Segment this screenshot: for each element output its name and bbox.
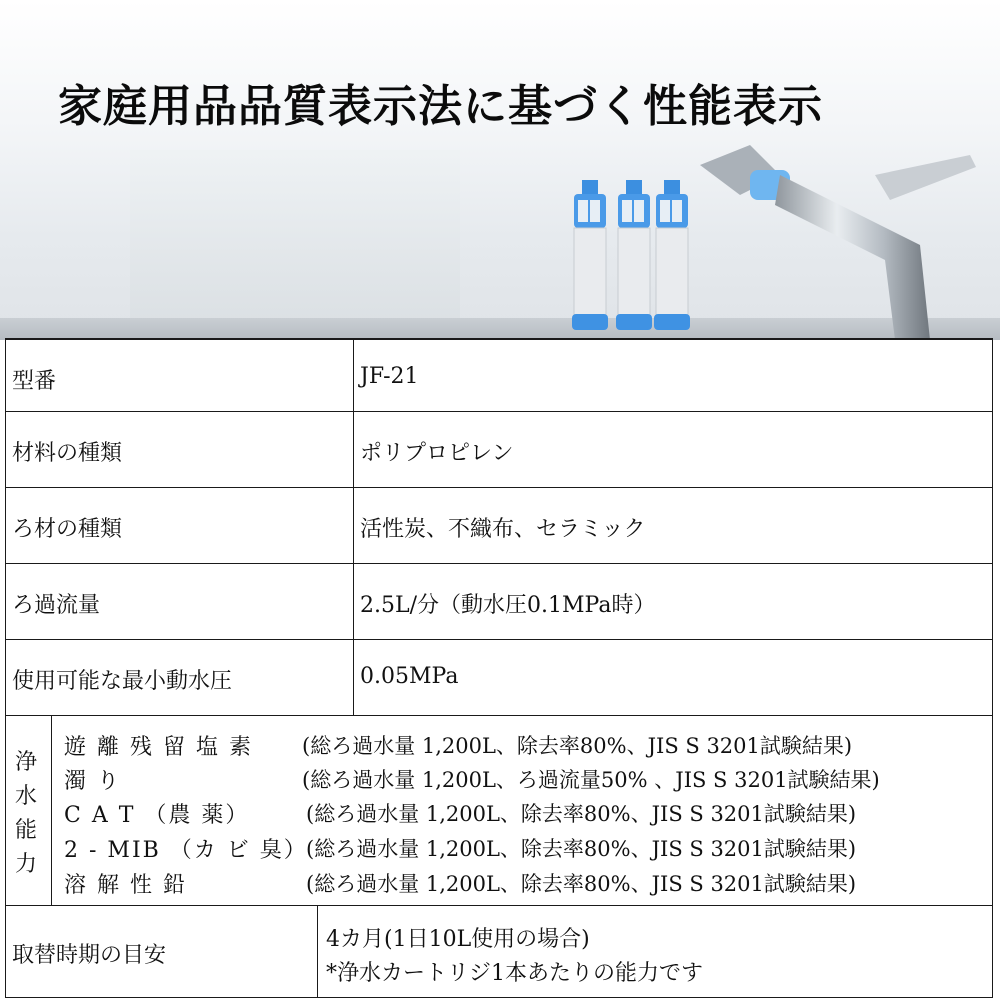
purification-item-condition: (総ろ過水量 1,200L、除去率80%、JIS S 3201試験結果) <box>306 872 857 896</box>
row-value: 活性炭、不織布、セラミック <box>360 517 646 542</box>
cartridge-1 <box>572 180 608 330</box>
row-value: 2.5L/分（動水圧0.1MPa時） <box>360 593 656 618</box>
row-value: ポリプロピレン <box>360 441 514 466</box>
purification-item-condition: (総ろ過水量 1,200L、除去率80%、JIS S 3201試験結果) <box>306 802 857 826</box>
faucet-image <box>680 135 980 340</box>
purification-item-name: 溶 解 性 鉛 <box>64 873 187 898</box>
spec-row-purification <box>5 716 993 906</box>
spec-row-filter-media <box>5 488 993 564</box>
spec-row-material <box>5 412 993 488</box>
spec-row-model <box>5 338 993 412</box>
spec-row-min-pressure <box>5 640 993 716</box>
row-label: 材料の種類 <box>12 441 123 466</box>
replacement-line-1: 4カ月(1日10L使用の場合) <box>326 927 590 952</box>
row-label: ろ過流量 <box>12 593 101 618</box>
purification-item-name: C A T （農 薬） <box>64 803 250 828</box>
row-value: JF-21 <box>360 364 419 389</box>
spec-row-flow-rate <box>5 564 993 640</box>
row-label: ろ材の種類 <box>12 517 123 542</box>
spec-row-replacement <box>5 906 993 998</box>
background-window <box>130 150 460 340</box>
page-title: 家庭用品品質表示法に基づく性能表示 <box>58 81 823 132</box>
replacement-line-2: *浄水カートリジ1本あたりの能力です <box>326 961 703 986</box>
row-label: 取替時期の目安 <box>12 943 167 968</box>
cartridge-2 <box>616 180 652 330</box>
purification-label: 浄 水 能 力 <box>14 750 37 877</box>
purification-item-condition: (総ろ過水量 1,200L、除去率80%、JIS S 3201試験結果) <box>302 734 853 758</box>
row-value: 0.05MPa <box>360 664 459 689</box>
hero-background <box>0 0 1000 340</box>
purification-item-name: 2 - MIB （カ ビ 臭） <box>64 838 308 863</box>
purification-item-condition: (総ろ過水量 1,200L、除去率80%、JIS S 3201試験結果) <box>306 837 857 861</box>
row-label: 使用可能な最小動水圧 <box>12 669 233 694</box>
purification-item-name: 遊 離 残 留 塩 素 <box>64 735 253 760</box>
row-label: 型番 <box>12 369 57 394</box>
purification-item-condition: (総ろ過水量 1,200L、ろ過流量50% 、JIS S 3201試験結果) <box>302 768 880 792</box>
purification-item-name: 濁 り <box>64 769 121 794</box>
